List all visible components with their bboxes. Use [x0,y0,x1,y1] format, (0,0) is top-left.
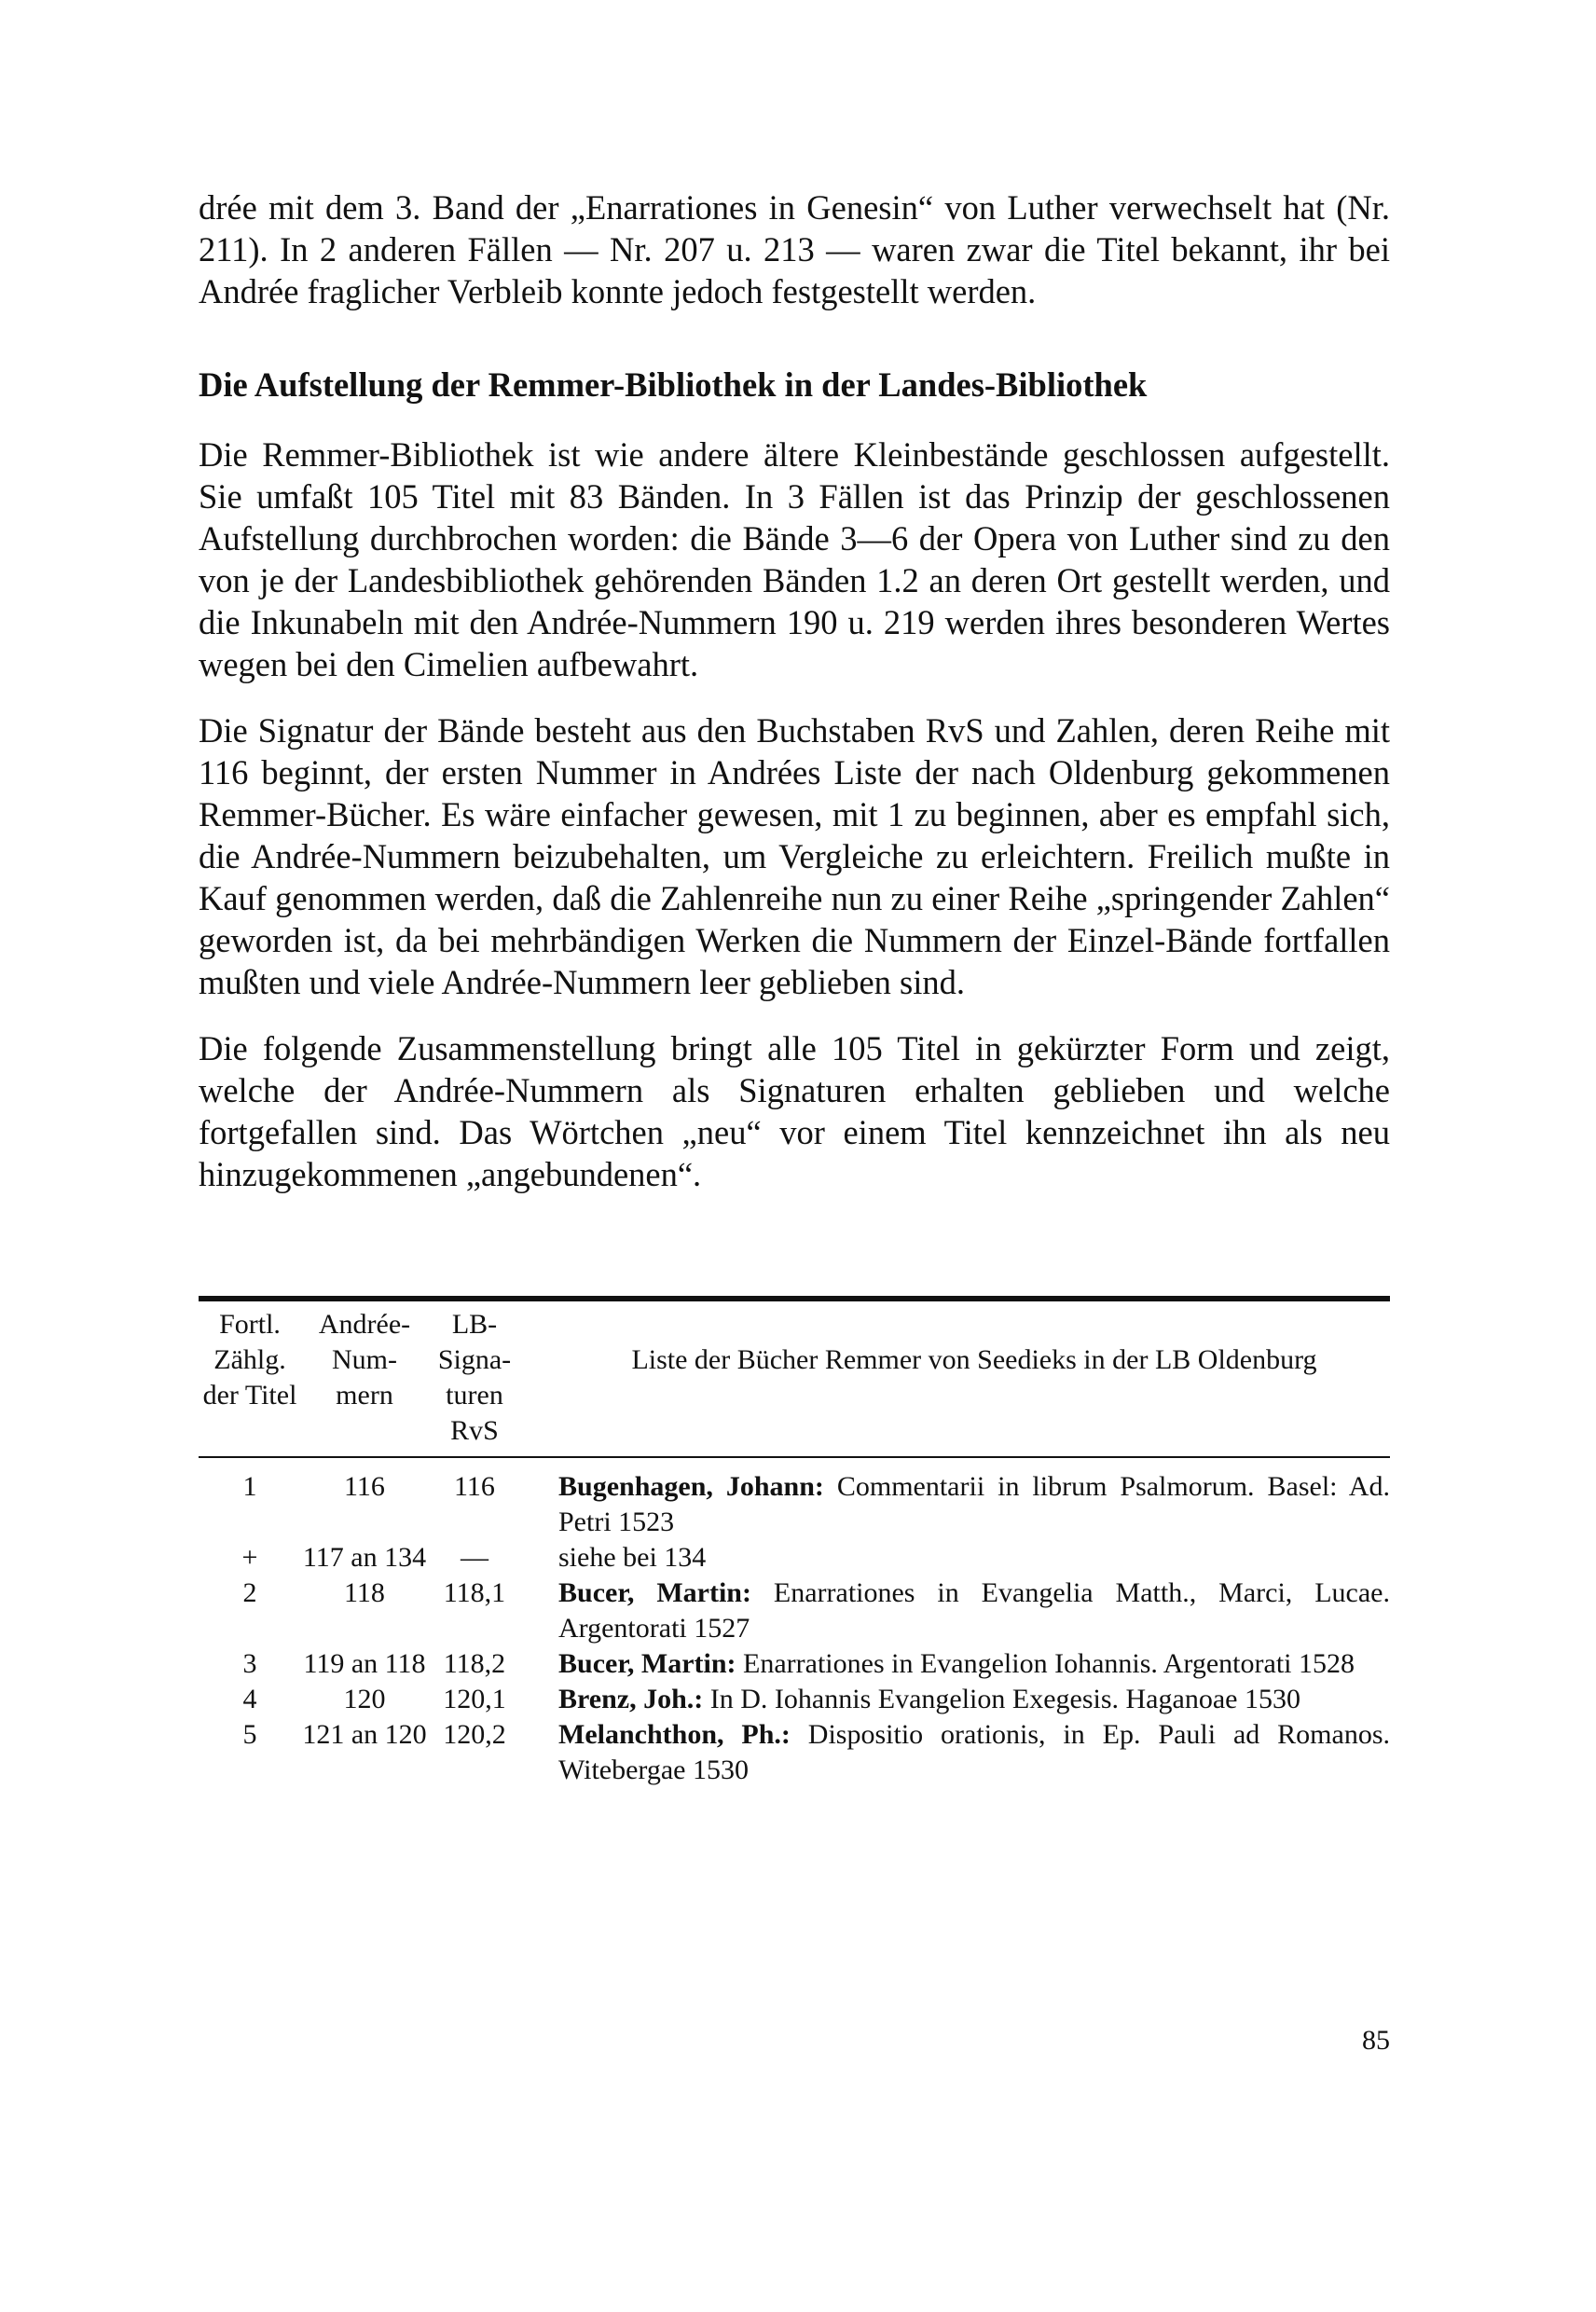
row-title: siehe bei 134 [558,1542,707,1573]
row-entry [521,1540,1390,1576]
header-col-lb: LB- Signa- turen RvS [437,1309,512,1446]
table-header [199,1301,1390,1449]
row-title: In D. Iohannis Evangelion Exegesis. Haganoae 1530 [703,1684,1300,1714]
row-author: Brenz, Joh.: [558,1684,704,1714]
table-row [199,1682,1390,1717]
paragraph-2: Die Signatur der Bände besteht aus den Buchstaben RvS und Zahlen, deren Reihe mit 116 beginnt, der ersten Nummer in Andrées Liste der nach Oldenburg gekommenen Remmer-Bücher. Es wäre einfacher gewesen, mit 1 zu beginnen, aber es empfahl sich, die Andrée-Nummern beizubehalten, um Vergleiche zu erleichtern. Freilich mußte in Kauf genommen werden, daß die Zahlenreihe nun zu einer Reihe „springender Zahlen“ geworden ist, da bei mehrbändigen Werken die Nummern der Einzel-Bände fortfallen mußten und viele Andrée-Nummern leer geblieben sind. [199,711,1390,1001]
table-row [199,1576,1390,1646]
header-col-list: Liste der Bücher Remmer von Seedieks in der LB Oldenburg [631,1344,1317,1375]
row-andree-number: 120 [343,1684,386,1714]
row-entry [521,1469,1390,1540]
row-number: 5 [242,1719,257,1750]
row-number: + [241,1542,258,1573]
row-andree-number: 118 [344,1577,385,1608]
table-row [199,1646,1390,1682]
row-title: Enarrationes in Evangelion Iohannis. Argentorati 1528 [736,1648,1355,1679]
row-lb-signature: 120,2 [443,1719,506,1750]
row-entry [521,1646,1390,1682]
row-author: Bucer, Martin: [558,1577,751,1608]
row-andree-number: 119 an 118 [303,1648,426,1679]
row-lb-signature: 118,1 [443,1577,506,1608]
header-col-number: Fortl. Zählg. der Titel [202,1309,297,1411]
paragraph-3: Die folgende Zusammenstellung bringt alle 105 Titel in gekürzter Form und zeigt, welche der Andrée-Nummern als Signaturen erhalten geblieben und welche fortgefallen sind. Das Wörtchen „neu“ vor einem Titel kennzeichnet ihn als neu hinzugekommenen „angebundenen“. [199,1029,1390,1193]
row-title: Dispositio orationis, in Ep. Pauli ad Romanos. Witebergae 1530 [558,1719,1390,1785]
paragraph-1: Die Remmer-Bibliothek ist wie andere ältere Kleinbestände geschlossen aufgestellt. Sie umfaßt 105 Titel mit 83 Bänden. In 3 Fällen ist das Prinzip der geschlossenen Aufstellung durchbrochen worden: die Bände 3—6 der Opera von Luther sind zu den von je der Landesbibliothek gehörenden Bänden 1.2 an deren Ort gestellt werden, und die Inkunabeln mit den Andrée-Nummern 190 u. 219 werden ihres besonderen Wertes wegen bei den Cimelien aufbewahrt. [199,435,1390,683]
row-number: 4 [242,1684,257,1714]
header-col-andree: Andrée- Num- mern [318,1309,411,1411]
row-lb-signature: 118,2 [443,1648,506,1679]
row-number: 1 [242,1471,257,1502]
row-author: Melanchthon, Ph.: [558,1719,791,1750]
table-row [199,1469,1390,1540]
row-entry [521,1682,1390,1717]
row-lb-signature: 116 [454,1471,495,1502]
row-andree-number: 116 [344,1471,385,1502]
book-list-table [199,1296,1390,1788]
row-number: 3 [242,1648,257,1679]
row-title: Enarrationes in Evangelia Matth., Marci, Lucae. Argentorati 1527 [558,1577,1390,1644]
document-page [199,186,1390,1788]
table-row [199,1540,1390,1576]
table-row [199,1717,1390,1788]
table-body [199,1458,1390,1788]
paragraph-continued: drée mit dem 3. Band der „Enarrationes in Genesin“ von Luther verwechselt hat (Nr. 211). In 2 anderen Fällen — Nr. 207 u. 213 — waren zwar die Titel bekannt, ihr bei Andrée fraglicher Verbleib konnte jedoch festgestellt werden. [199,188,1390,310]
row-andree-number: 121 an 120 [302,1719,427,1750]
row-author: Bucer, Martin: [558,1648,736,1679]
row-lb-signature: — [461,1542,488,1573]
row-entry [521,1576,1390,1646]
row-andree-number: 117 an 134 [302,1542,427,1573]
row-author: Bugenhagen, Johann: [558,1471,824,1502]
row-entry [521,1717,1390,1788]
row-title: Commentarii in librum Psalmorum. Basel: Ad. Petri 1523 [558,1471,1390,1537]
row-number: 2 [242,1577,257,1608]
page-number: 85 [1362,2025,1390,2056]
row-lb-signature: 120,1 [443,1684,506,1714]
section-heading: Die Aufstellung der Remmer-Bibliothek in der Landes-Bibliothek [199,365,1148,404]
